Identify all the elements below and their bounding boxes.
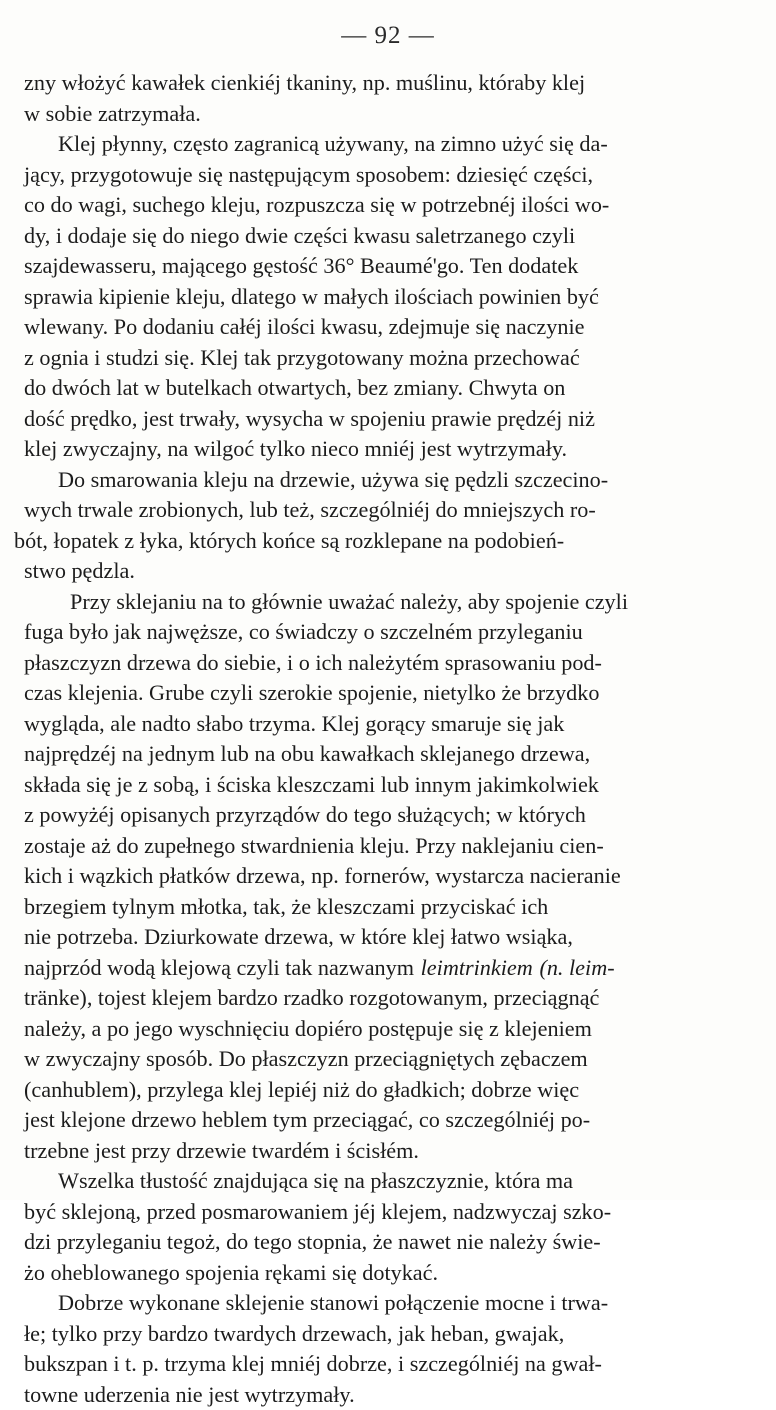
italic-term: leimtrinkiem xyxy=(421,953,533,984)
italic-term: (n. leim- xyxy=(539,953,614,984)
paragraph-first-line: Przy sklejaniu na to głównie uważać należy, aby spojenie czyli xyxy=(24,587,754,618)
text-line: wych trwale zrobionych, lub też, szczególniéj do mniejszych ro- xyxy=(24,495,754,526)
text-line: jest klejone drzewo heblem tym przeciągać, co szczególniéj po- xyxy=(24,1105,754,1136)
text-line: bót, łopatek z łyka, których końce są rozklepane na podobień- xyxy=(14,526,754,557)
text-line: (canhublem), przylega klej lepiéj niż do gładkich; dobrze więc xyxy=(24,1075,754,1106)
text-line: czas klejenia. Grube czyli szerokie spojenie, nietylko że brzydko xyxy=(24,678,754,709)
text-line: żo oheblowanego spojenia rękami się dotykać. xyxy=(24,1258,754,1289)
text-line: trzebne jest przy drzewie twardém i ścisłém. xyxy=(24,1136,754,1167)
text-line: zostaje aż do zupełnego stwardnienia kleju. Przy naklejaniu cien- xyxy=(24,831,754,862)
text-line: dy, i dodaje się do niego dwie części kwasu saletrzanego czyli xyxy=(24,221,754,252)
text-line: brzegiem tylnym młotka, tak, że kleszczami przyciskać ich xyxy=(24,892,754,923)
text-line: łe; tylko przy bardzo twardych drzewach, jak heban, gwajak, xyxy=(24,1319,754,1350)
text-line: dość prędko, jest trwały, wysycha w spojeniu prawie prędzéj niż xyxy=(24,404,754,435)
text-line: nie potrzeba. Dziurkowate drzewa, w które klej łatwo wsiąka, xyxy=(24,922,754,953)
text-line: bukszpan i t. p. trzyma klej mniéj dobrze, i szczególniéj na gwał- xyxy=(24,1349,754,1380)
paragraph-first-line: Klej płynny, często zagranicą używany, na zimno użyć się da- xyxy=(24,129,754,160)
text-line: do dwóch lat w butelkach otwartych, bez zmiany. Chwyta on xyxy=(24,373,754,404)
page-number: — 92 — xyxy=(0,22,776,50)
text-line: kich i wązkich płatków drzewa, np. fornerów, wystarcza nacieranie xyxy=(24,861,754,892)
text-body xyxy=(24,68,754,1410)
text-line: należy, a po jego wyschnięciu dopiéro postępuje się z klejeniem xyxy=(24,1014,754,1045)
text-line: składa się je z sobą, i ściska kleszczami lub innym jakimkolwiek xyxy=(24,770,754,801)
text-line: najprzód wodą klejową czyli tak nazwanym leimtrinkiem (n. leim- xyxy=(24,953,754,984)
text-line: w sobie zatrzymała. xyxy=(24,99,754,130)
text-line: płaszczyzn drzewa do siebie, i o ich należytém sprasowaniu pod- xyxy=(24,648,754,679)
text-line: jący, przygotowuje się następującym sposobem: dziesięć części, xyxy=(24,160,754,191)
text-line: szajdewasseru, mającego gęstość 36° Beaumé'go. Ten dodatek xyxy=(24,251,754,282)
text-line: być sklejoną, przed posmarowaniem jéj klejem, nadzwyczaj szko- xyxy=(24,1197,754,1228)
text-line: dzi przyleganiu tegoż, do tego stopnia, że nawet nie należy świe- xyxy=(24,1227,754,1258)
text-line: fuga było jak najwęższe, co świadczy o szczelném przyleganiu xyxy=(24,617,754,648)
text-line: tränke), tojest klejem bardzo rzadko rozgotowanym, przeciągnąć xyxy=(24,983,754,1014)
text-line: sprawia kipienie kleju, dlatego w małych ilościach powinien być xyxy=(24,282,754,313)
text-line: w zwyczajny sposób. Do płaszczyzn przeciągniętych zębaczem xyxy=(24,1044,754,1075)
text-line: towne uderzenia nie jest wytrzymały. xyxy=(24,1380,754,1410)
text-line: wlewany. Po dodaniu całéj ilości kwasu, zdejmuje się naczynie xyxy=(24,312,754,343)
text-line: co do wagi, suchego kleju, rozpuszcza się w potrzebnéj ilości wo- xyxy=(24,190,754,221)
text-line: klej zwyczajny, na wilgoć tylko nieco mniéj jest wytrzymały. xyxy=(24,434,754,465)
paragraph-first-line: Wszelka tłustość znajdująca się na płaszczyznie, która ma xyxy=(24,1166,754,1197)
text-line: z powyżéj opisanych przyrządów do tego służących; w których xyxy=(24,800,754,831)
paragraph-first-line: Do smarowania kleju na drzewie, używa się pędzli szczecino- xyxy=(24,465,754,496)
text-line: zny włożyć kawałek cienkiéj tkaniny, np. muślinu, któraby klej xyxy=(24,68,754,99)
text-line: z ognia i studzi się. Klej tak przygotowany można przechować xyxy=(24,343,754,374)
text-line: stwo pędzla. xyxy=(24,556,754,587)
paragraph-first-line: Dobrze wykonane sklejenie stanowi połączenie mocne i trwa- xyxy=(24,1288,754,1319)
text-line: wygląda, ale nadto słabo trzyma. Klej gorący smaruje się jak xyxy=(24,709,754,740)
text-line: najprędzéj na jednym lub na obu kawałkach sklejanego drzewa, xyxy=(24,739,754,770)
